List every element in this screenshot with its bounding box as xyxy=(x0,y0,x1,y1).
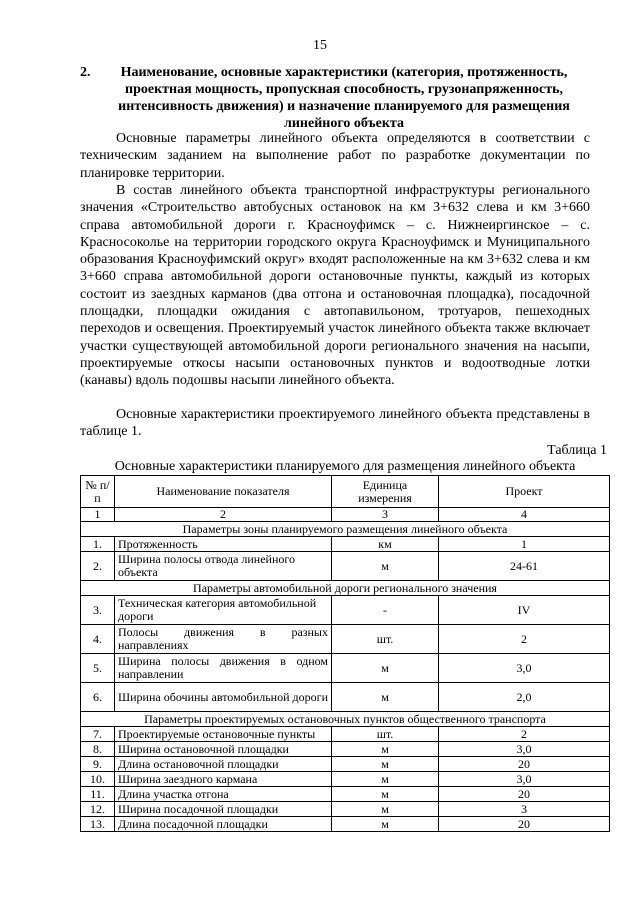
section-title: Параметры проектируемых остановочных пунктов общественного транспорта xyxy=(81,712,610,727)
section-title: Параметры автомобильной дороги регионального значения xyxy=(81,581,610,596)
row-unit: - xyxy=(332,596,439,625)
table-row xyxy=(81,596,610,625)
table-row xyxy=(81,772,610,787)
column-number-cell: 4 xyxy=(439,508,610,522)
row-name: Ширина заездного кармана xyxy=(115,772,332,787)
row-name: Длина участка отгона xyxy=(115,787,332,802)
row-value: 20 xyxy=(439,787,610,802)
page-number: 15 xyxy=(313,38,327,53)
column-number-row xyxy=(81,508,610,522)
row-name: Длина остановочной площадки xyxy=(115,757,332,772)
row-unit: м xyxy=(332,742,439,757)
row-unit: м xyxy=(332,757,439,772)
row-value: 24-61 xyxy=(439,552,610,581)
table-row xyxy=(81,727,610,742)
row-name: Ширина остановочной площадки xyxy=(115,742,332,757)
row-name: Протяженность xyxy=(115,537,332,552)
row-value: 3,0 xyxy=(439,772,610,787)
section-heading-number: 2. xyxy=(80,65,91,80)
table-row xyxy=(81,654,610,683)
header-cell-unit: Единица измерения xyxy=(332,476,439,508)
row-value: 3,0 xyxy=(439,654,610,683)
table-row xyxy=(81,757,610,772)
row-number: 3. xyxy=(81,596,115,625)
row-value: 1 xyxy=(439,537,610,552)
row-unit: м xyxy=(332,654,439,683)
paragraph-composition: В состав линейного объекта транспортной инфраструктуры регионального значения «Строительство автобусных остановок на км 3+632 слева и км 3+660 справа автомобильной дороги г. Красноуфимск – с. Нижнеиргинское – с. Красносоколье на территории городского округа Красноуфимск и Муниципального образования Красноуфимский округ» входят расположенные на км 3+632 слева и км 3+660 справа автомобильной дороги остановочные пункты, каждый из которых состоит из заездных карманов (два отгона и остановочная площадка), посадочной площадки, площадки ожидания с автопавильоном, тротуаров, пешеходных переходов и освещения. Проектируемый участок линейного объекта также включает участки существующей автомобильной дороги регионального значения на насыпи, проектируемые откосы насыпи остановочных пунктов и водоотводные лотки (канавы) вдоль подошвы насыпи линейного объекта. xyxy=(80,183,590,389)
row-unit: м xyxy=(332,817,439,832)
row-number: 13. xyxy=(81,817,115,832)
column-number-cell: 2 xyxy=(115,508,332,522)
row-unit: м xyxy=(332,683,439,712)
table-section-row xyxy=(81,581,610,596)
row-name: Ширина полосы движения в одном направлении xyxy=(115,654,332,683)
row-number: 1. xyxy=(81,537,115,552)
row-unit: м xyxy=(332,787,439,802)
row-unit: м xyxy=(332,552,439,581)
header-cell-project: Проект xyxy=(439,476,610,508)
row-name: Техническая категория автомобильной дороги xyxy=(115,596,332,625)
row-number: 10. xyxy=(81,772,115,787)
row-name: Ширина посадочной площадки xyxy=(115,802,332,817)
section-heading-text: Наименование, основные характеристики (категория, протяженность, проектная мощность, пропускная способность, грузонапряженность, интенсивность движения) и назначение планируемого для размещения линейного объекта xyxy=(118,65,570,131)
table-row xyxy=(81,802,610,817)
table-row xyxy=(81,787,610,802)
table-section-row xyxy=(81,522,610,537)
row-name: Проектируемые остановочные пункты xyxy=(115,727,332,742)
row-number: 6. xyxy=(81,683,115,712)
row-name: Длина посадочной площадки xyxy=(115,817,332,832)
row-name: Ширина полосы отвода линейного объекта xyxy=(115,552,332,581)
characteristics-table xyxy=(80,475,610,832)
column-number-cell: 3 xyxy=(332,508,439,522)
table-header-row xyxy=(81,476,610,508)
row-unit: м xyxy=(332,772,439,787)
table-section-row xyxy=(81,712,610,727)
section-heading xyxy=(80,64,590,132)
header-cell-number: № п/п xyxy=(81,476,115,508)
table-caption: Основные характеристики планируемого для размещения линейного объекта xyxy=(114,459,576,474)
paragraph-intro: Основные параметры линейного объекта определяются в соответствии с техническим заданием на выполнение работ по разработке документации по планировке территории. xyxy=(80,131,590,181)
table-row xyxy=(81,537,610,552)
row-value: 2 xyxy=(439,625,610,654)
row-number: 8. xyxy=(81,742,115,757)
row-number: 4. xyxy=(81,625,115,654)
row-value: 20 xyxy=(439,817,610,832)
row-number: 11. xyxy=(81,787,115,802)
row-unit: шт. xyxy=(332,727,439,742)
row-unit: км xyxy=(332,537,439,552)
row-value: IV xyxy=(439,596,610,625)
row-name: Полосы движения в разных направлениях xyxy=(115,625,332,654)
table-row xyxy=(81,817,610,832)
row-number: 2. xyxy=(81,552,115,581)
column-number-cell: 1 xyxy=(81,508,115,522)
row-unit: м xyxy=(332,802,439,817)
header-cell-name: Наименование показателя xyxy=(115,476,332,508)
table-row xyxy=(81,742,610,757)
paragraph-table-reference: Основные характеристики проектируемого линейного объекта представлены в таблице 1. xyxy=(80,407,590,440)
row-value: 2,0 xyxy=(439,683,610,712)
table-label: Таблица 1 xyxy=(547,443,607,458)
row-number: 9. xyxy=(81,757,115,772)
table-row xyxy=(81,625,610,654)
row-number: 7. xyxy=(81,727,115,742)
section-title: Параметры зоны планируемого размещения линейного объекта xyxy=(81,522,610,537)
row-value: 20 xyxy=(439,757,610,772)
row-value: 2 xyxy=(439,727,610,742)
row-number: 12. xyxy=(81,802,115,817)
row-name: Ширина обочины автомобильной дороги xyxy=(115,683,332,712)
row-unit: шт. xyxy=(332,625,439,654)
table-row xyxy=(81,683,610,712)
row-value: 3 xyxy=(439,802,610,817)
row-number: 5. xyxy=(81,654,115,683)
row-value: 3,0 xyxy=(439,742,610,757)
table-row xyxy=(81,552,610,581)
